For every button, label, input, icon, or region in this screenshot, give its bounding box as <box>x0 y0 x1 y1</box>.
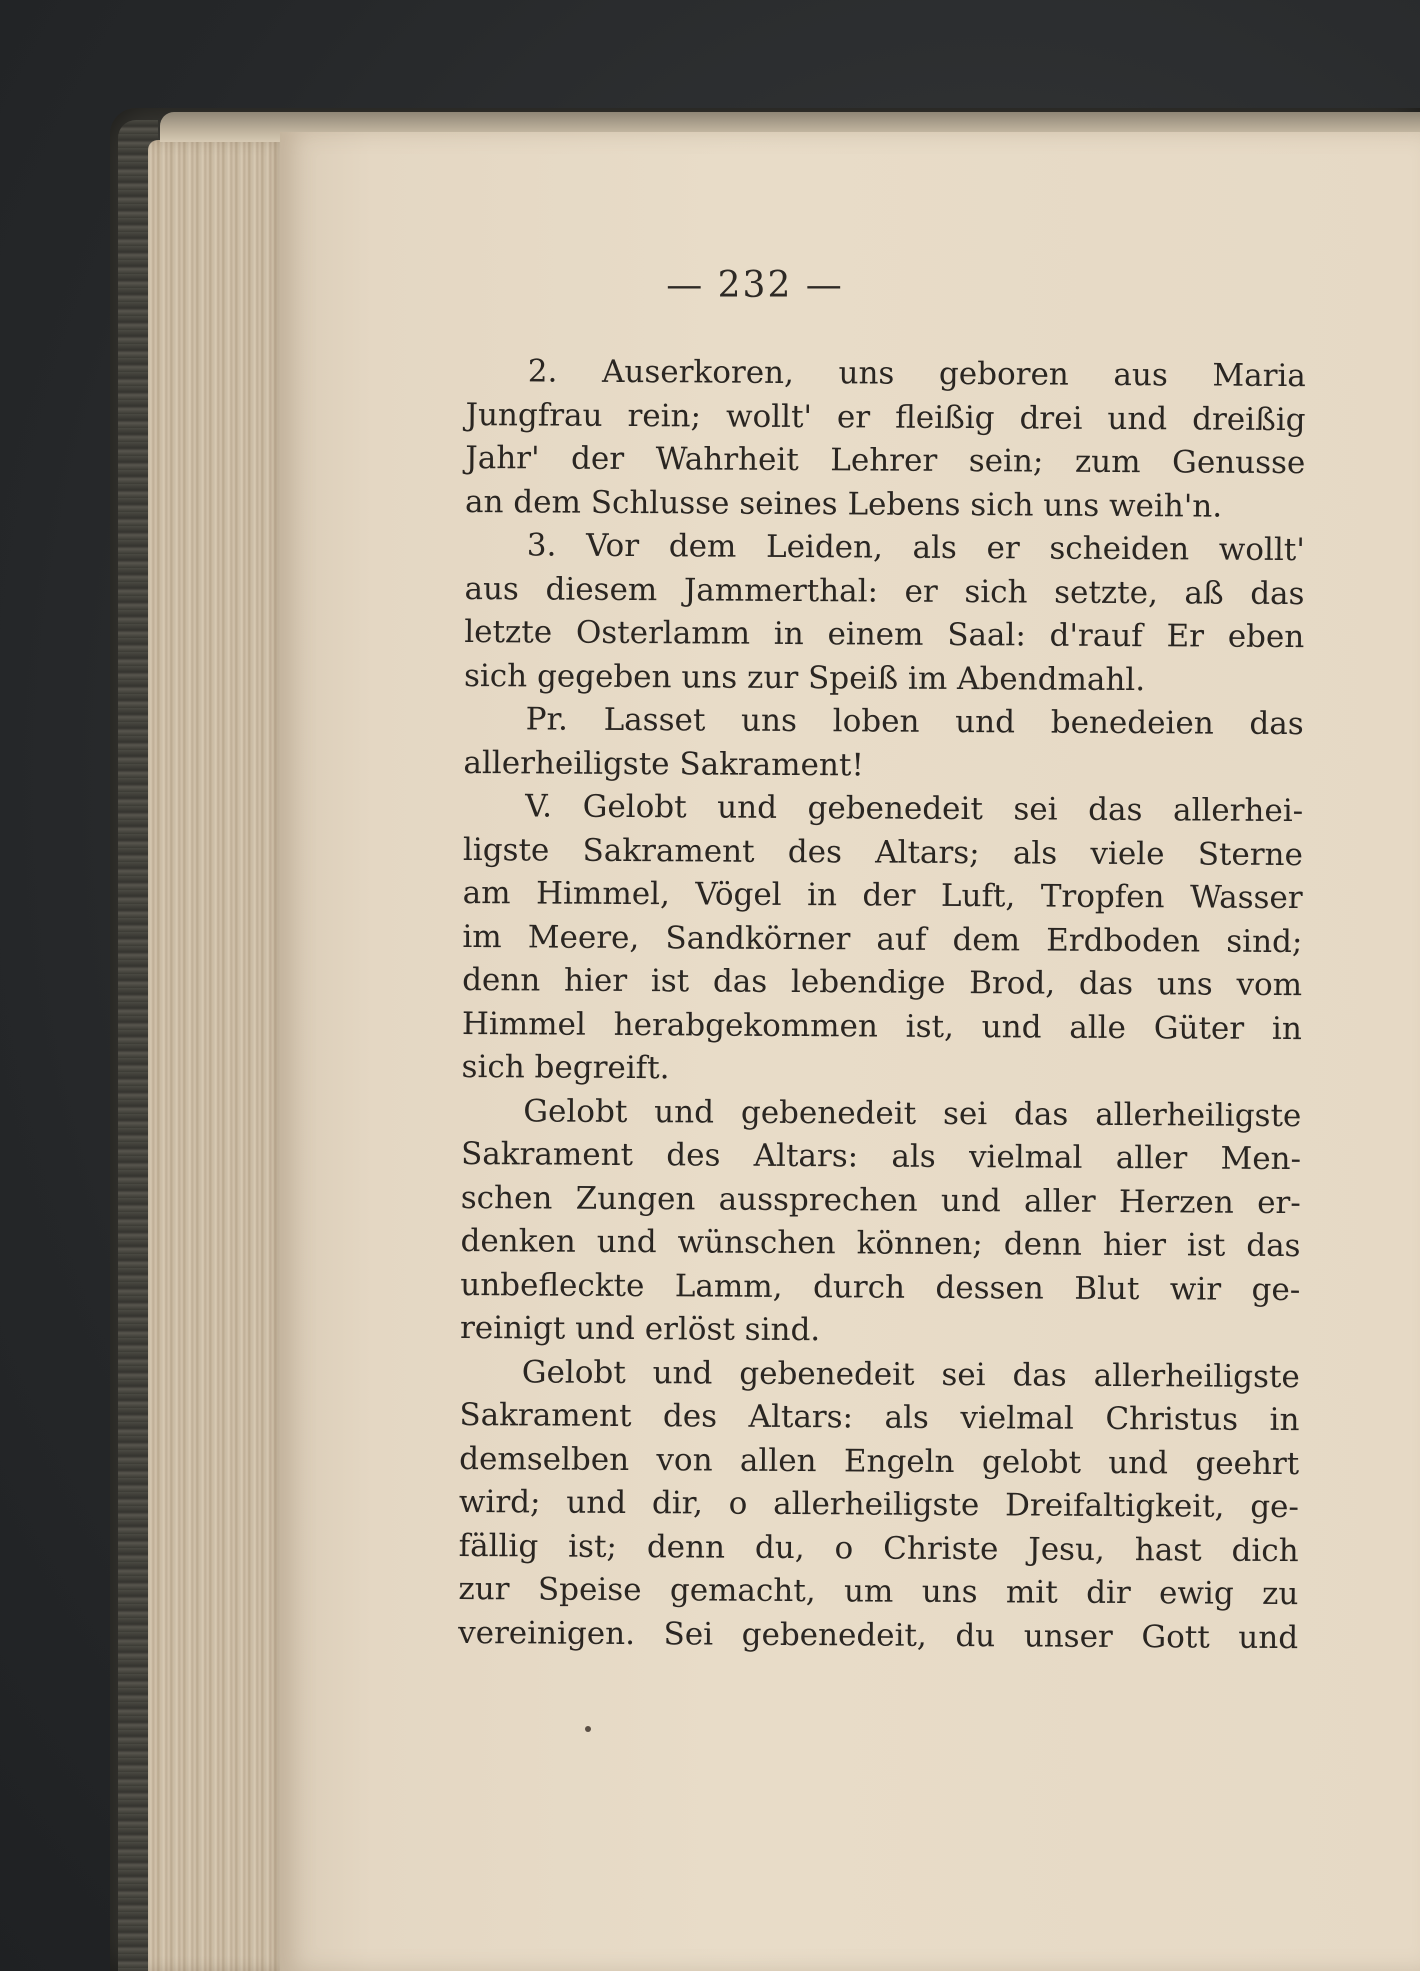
text-line: sich begreift. <box>461 1048 670 1087</box>
text-line: Pr. Lasset uns loben und benedeien das <box>525 701 1304 743</box>
text-line: fällig ist; denn du, o Christe Jesu, hast dich <box>458 1527 1299 1569</box>
page-text <box>458 350 1306 1660</box>
text-line: allerheiligste Sakrament! <box>463 744 864 783</box>
text-line: am Himmel, Vögel in der Luft, Tropfen Wasser <box>462 874 1303 917</box>
text-line: Himmel herabgekommen ist, und alle Güter in <box>461 1005 1302 1047</box>
text-line: V. Gelobt und gebenedeit sei das allerhei- <box>525 788 1304 830</box>
text-line: demselben von allen Engeln gelobt und geehrt <box>459 1440 1300 1482</box>
text-line: 3. Vor dem Leiden, als er scheiden wollt' <box>526 527 1305 569</box>
text-line: Gelobt und gebenedeit sei das allerheiligste <box>521 1353 1300 1395</box>
text-line: vereinigen. Sei gebenedeit, du unser Gott und <box>458 1614 1299 1656</box>
text-line: ligste Sakrament des Altars; als viele Sterne <box>462 831 1304 873</box>
text-line: wird; und dir, o allerheiligste Dreifaltigkeit, ge- <box>458 1483 1300 1526</box>
text-line: sich gegeben uns zur Speiß im Abendmahl. <box>463 657 1146 698</box>
page-edges-stack <box>148 140 288 1971</box>
text-line: Sakrament des Altars: als vielmal aller Men- <box>460 1135 1302 1178</box>
text-line: im Meere, Sandkörner auf dem Erdboden sind; <box>462 918 1303 960</box>
text-line: Jungfrau rein; wollt' er fleißig drei und dreißig <box>465 396 1306 438</box>
text-line: aus diesem Jammerthal: er sich setzte, aß das <box>464 570 1305 612</box>
text-line: letzte Osterlamm in einem Saal: d'rauf Er eben <box>464 613 1305 656</box>
text-line: reinigt und erlöst sind. <box>459 1309 821 1349</box>
text-line: schen Zungen aussprechen und aller Herzen er- <box>460 1179 1301 1221</box>
text-line: Sakrament des Altars: als vielmal Christus in <box>459 1396 1300 1439</box>
text-line: 2. Auserkoren, uns geboren aus Maria <box>527 353 1306 395</box>
text-line: Gelobt und gebenedeit sei das allerheiligste <box>523 1092 1302 1134</box>
text-line: denn hier ist das lebendige Brod, das uns vom <box>462 961 1303 1004</box>
text-line: denken und wünschen können; denn hier ist das <box>460 1222 1301 1265</box>
text-line: unbefleckte Lamm, durch dessen Blut wir ge- <box>460 1266 1301 1308</box>
text-line: an dem Schlusse seines Lebens sich uns weih'n. <box>464 483 1223 525</box>
page-number: — 232 — <box>666 265 844 306</box>
text-line: Jahr' der Wahrheit Lehrer sein; zum Genusse <box>465 439 1306 482</box>
ink-speck <box>585 1726 591 1732</box>
text-line: zur Speise gemacht, um uns mit dir ewig zu <box>458 1570 1299 1613</box>
